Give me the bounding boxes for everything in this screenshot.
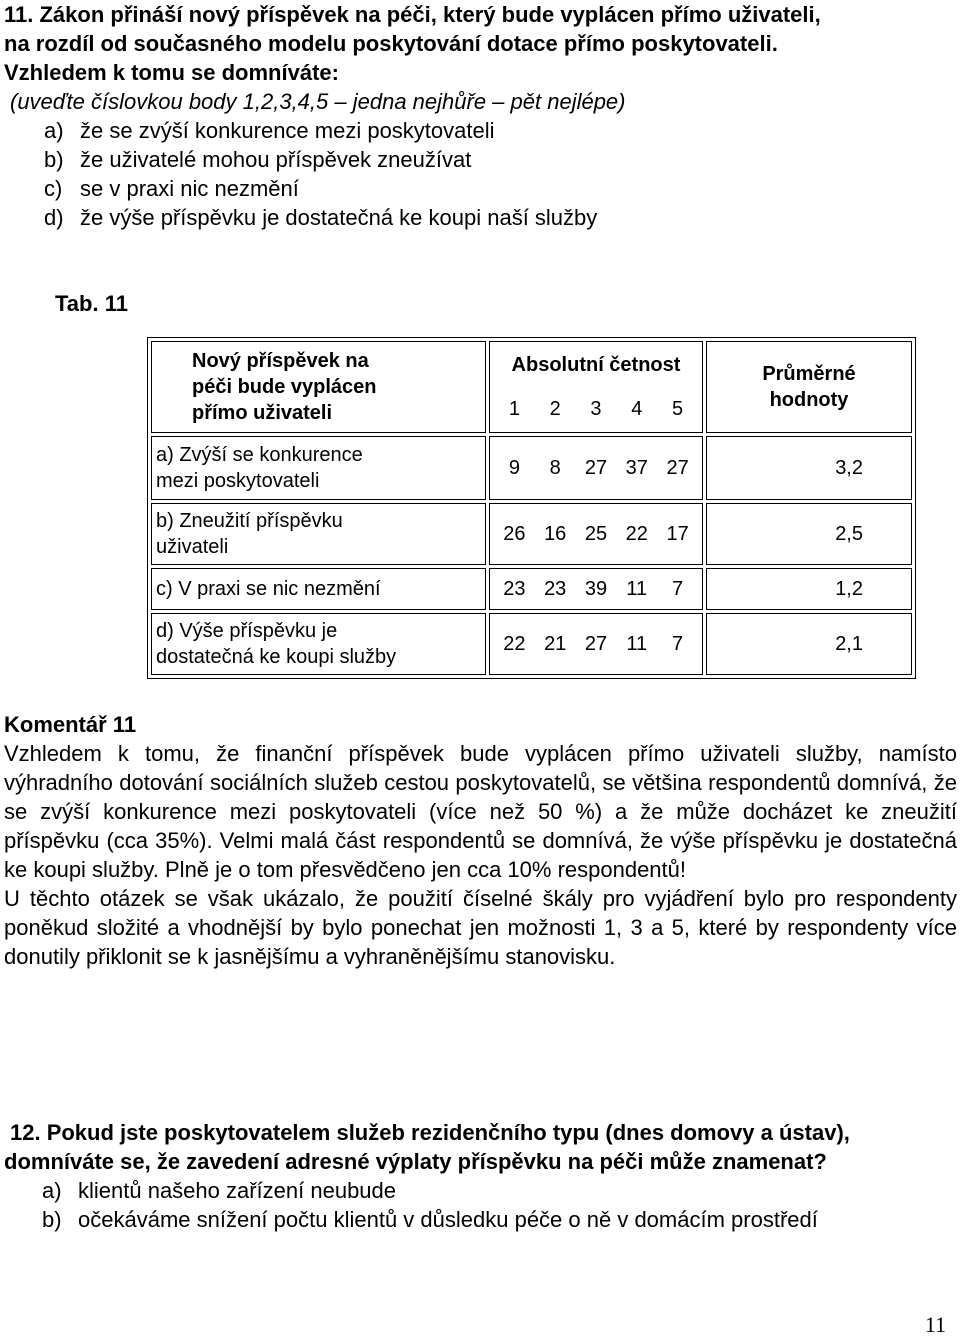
scale-number: 5 — [672, 398, 684, 420]
row-average: 2,5 — [706, 503, 912, 565]
question-11 — [4, 0, 954, 232]
table-row — [151, 503, 912, 565]
row-value: 22 — [625, 523, 648, 545]
row-label-line1: a) Zvýší se konkurence — [156, 444, 363, 466]
header-label-line2: péči bude vyplácen — [192, 376, 377, 398]
row-values — [489, 568, 703, 610]
row-label-line2: uživateli — [156, 536, 229, 558]
row-value: 22 — [503, 633, 526, 655]
question-11-title-line3: Vzhledem k tomu se domníváte: — [4, 60, 339, 85]
question-11-option-b — [4, 145, 954, 174]
table-caption: Tab. 11 — [55, 291, 128, 316]
row-value: 11 — [626, 578, 648, 600]
question-12 — [4, 1118, 954, 1234]
option-label: a) — [42, 1178, 62, 1203]
row-average: 1,2 — [706, 568, 912, 610]
question-11-option-a — [4, 116, 954, 145]
header-label-line1: Nový příspěvek na — [192, 350, 369, 372]
option-label: b) — [44, 147, 64, 172]
row-value: 11 — [626, 633, 648, 655]
row-value: 25 — [584, 523, 608, 545]
question-11-option-d — [4, 203, 954, 232]
question-12-option-b — [4, 1205, 954, 1234]
row-value: 9 — [508, 457, 520, 479]
option-text: že výše příspěvku je dostatečná ke koupi naší služby — [80, 205, 598, 230]
scale-number: 3 — [590, 398, 602, 420]
option-text: klientů našeho zařízení neubude — [78, 1178, 397, 1203]
row-value: 21 — [544, 633, 567, 655]
row-values — [489, 503, 703, 565]
row-value: 17 — [666, 523, 689, 545]
header-label-cell — [151, 341, 486, 433]
row-value: 8 — [549, 457, 561, 479]
row-value: 7 — [672, 633, 684, 655]
comment-paragraph-2: U těchto otázek se však ukázalo, že použití číselné škály pro vyjádření bylo pro respondenty poněkud složité a vhodnější by bylo ponechat jen možnosti 1, 3 a 5, které by respondenty více donutily přiklonit se k jasnějšímu a vyhraněnějšímu stanovisku. — [4, 886, 957, 969]
row-value: 37 — [625, 457, 648, 479]
row-average: 3,2 — [706, 436, 912, 500]
header-absolute-frequency-cell — [489, 341, 703, 433]
page-number: 11 — [924, 1312, 946, 1337]
results-table — [147, 337, 916, 679]
question-12-title: 12. Pokud jste poskytovatelem služeb rezidenčního typu (dnes domovy a ústav), domníváte se, že zavedení adresné výplaty příspěvku na péči může znamenat? — [4, 1120, 850, 1174]
question-11-option-c — [4, 174, 954, 203]
option-label: a) — [44, 118, 64, 143]
option-text: očekáváme snížení počtu klientů v důsledku péče o ně v domácím prostředí — [78, 1207, 818, 1232]
option-text: se v praxi nic nezmění — [80, 176, 299, 201]
row-value: 27 — [584, 457, 608, 479]
table-row — [151, 568, 912, 610]
table-row — [151, 613, 912, 675]
row-value: 23 — [544, 578, 567, 600]
row-label — [151, 436, 486, 500]
header-average-line2: hodnoty — [769, 389, 849, 411]
row-label-line2: dostatečná ke koupi služby — [156, 646, 397, 668]
row-value: 23 — [503, 578, 526, 600]
option-text: že uživatelé mohou příspěvek zneužívat — [80, 147, 472, 172]
header-absolute-frequency: Absolutní četnost — [511, 354, 681, 376]
scale-number: 1 — [508, 398, 520, 420]
scale-number: 4 — [631, 398, 643, 420]
header-average-line1: Průměrné — [762, 363, 856, 385]
table-row — [151, 436, 912, 500]
question-11-title-line2: na rozdíl od současného modelu poskytování dotace přímo poskytovateli. — [4, 31, 778, 56]
row-values — [489, 436, 703, 500]
row-label-line1: d) Výše příspěvku je — [156, 620, 338, 642]
header-average-cell — [706, 341, 912, 433]
comment-paragraph-1: Vzhledem k tomu, že finanční příspěvek bude vyplácen přímo uživateli služby, namísto výhradního dotování sociálních služeb cestou poskytovatelů, se většina respondentů domnívá, že se zvýší konkurence mezi poskytovateli (více než 50 %) a že může docházet ke zneužití příspěvku (cca 35%). Velmi malá část respondentů se domnívá, že výše příspěvku je dostatečná ke koupi služby. Plně je o tom přesvědčeno jen cca 10% respondentů! — [4, 741, 957, 882]
option-text: že se zvýší konkurence mezi poskytovateli — [80, 118, 495, 143]
row-label — [151, 568, 486, 610]
row-value: 7 — [672, 578, 684, 600]
row-values — [489, 613, 703, 675]
option-label: d) — [44, 205, 64, 230]
comment-11 — [4, 710, 957, 971]
question-11-instruction: (uveďte číslovkou body 1,2,3,4,5 – jedna nejhůře – pět nejlépe) — [10, 89, 626, 114]
row-label — [151, 613, 486, 675]
row-value: 27 — [584, 633, 608, 655]
row-value: 16 — [544, 523, 567, 545]
row-label — [151, 503, 486, 565]
row-value: 39 — [584, 578, 608, 600]
row-label-line1: b) Zneužití příspěvku — [156, 510, 343, 532]
header-label-line3: přímo uživateli — [192, 402, 333, 424]
option-label: b) — [42, 1207, 62, 1232]
header-scale-numbers — [490, 396, 702, 422]
table-header-row — [151, 341, 912, 433]
row-average: 2,1 — [706, 613, 912, 675]
option-label: c) — [44, 176, 63, 201]
scale-number: 2 — [549, 398, 561, 420]
row-value: 26 — [503, 523, 526, 545]
row-label-line2: mezi poskytovateli — [156, 470, 320, 492]
question-12-option-a — [4, 1176, 954, 1205]
row-value: 27 — [666, 457, 689, 479]
question-11-title-line1: 11. Zákon přináší nový příspěvek na péči, který bude vyplácen přímo uživateli, — [4, 2, 821, 27]
row-label-line1: c) V praxi se nic nezmění — [156, 578, 381, 600]
comment-title: Komentář 11 — [4, 712, 137, 737]
